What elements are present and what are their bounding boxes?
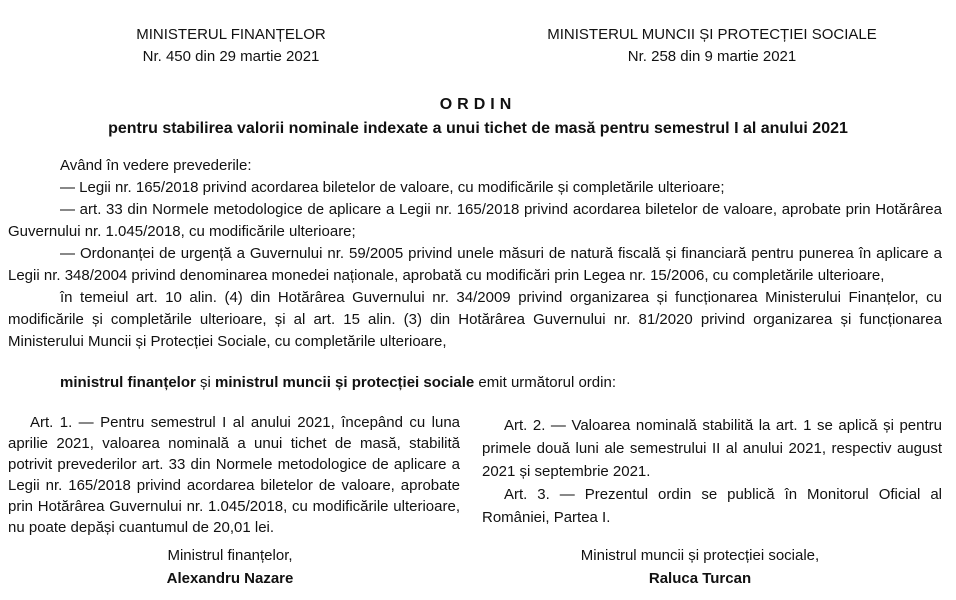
issuer-labour-name: MINISTERUL MUNCII ȘI PROTECȚIEI SOCIALE [547, 26, 877, 43]
preamble-paragraph: — Legii nr. 165/2018 privind acordarea biletelor de valoare, cu modificările și completările ulterioare; [60, 179, 725, 196]
signature-finance-role: Ministrul finanțelor, [167, 547, 293, 564]
issuer-labour-number: Nr. 258 din 9 martie 2021 [627, 48, 797, 65]
preamble-paragraph: — Ordonanței de urgență a Guvernului nr. 59/2005 privind unele măsuri de natură fiscală și financiară pentru punerea în aplicare a Legii nr. 348/2004 privind denominarea monedei naționale, aprobată cu modificări prin Legea nr. 15/2006, cu completările ulterioare, [8, 245, 942, 284]
document-title [0, 94, 956, 140]
preamble-paragraph: — art. 33 din Normele metodologice de aplicare a Legii nr. 165/2018 privind acordarea biletelor de valoare, aprobate prin Hotărârea Guvernului nr. 1.045/2018, cu modificările ulterioare; [8, 201, 942, 240]
enact-rest: emit următorul ordin: [474, 374, 616, 391]
title-main: ORDIN [439, 96, 517, 113]
preamble-paragraph: în temeiul art. 10 alin. (4) din Hotărârea Guvernului nr. 34/2009 privind organizarea și funcționarea Ministerului Finanțelor, cu modificările și completările ulterioare, și al art. 15 alin. (3) din Hotărârea Guvernului nr. 81/2020 privind organizarea și funcționarea Ministerului Muncii și Protecției Sociale, cu completările ulterioare, [8, 289, 942, 350]
enact-minister-finance: ministrul finanțelor [60, 374, 196, 391]
signature-labour-name: Raluca Turcan [648, 570, 752, 587]
signature-labour [560, 545, 840, 590]
signature-finance [100, 545, 360, 590]
document-header [0, 24, 956, 68]
article-2: Art. 2. — Valoarea nominală stabilită la art. 1 se aplică și pentru primele două luni ale semestrului II al anului 2021, respectiv august 2021 și septembrie 2021. [482, 417, 942, 480]
title-subtitle: pentru stabilirea valorii nominale indexate a unui tichet de masă pentru semestrul I al anului 2021 [108, 120, 848, 137]
enacting-clause [8, 372, 942, 394]
signature-finance-name: Alexandru Nazare [166, 570, 294, 587]
issuer-labour [506, 24, 918, 68]
column-right [482, 414, 942, 529]
preamble-paragraph: Având în vedere prevederile: [60, 157, 252, 174]
article-1: Art. 1. — Pentru semestrul I al anului 2021, începând cu luna aprilie 2021, valoarea nominală a unui tichet de masă, stabilită potrivit prevederilor art. 33 din Normele metodologice de aplicare a Legii nr. 165/2018 privind acordarea biletelor de valoare, aprobate prin Hotărârea Guvernului nr. 1.045/2018, cu modificările ulterioare, nu poate depăși cuantumul de 20,01 lei. [8, 414, 460, 536]
preamble [8, 155, 942, 353]
signature-labour-role: Ministrul muncii și protecției sociale, [580, 547, 820, 564]
issuer-finance [90, 24, 372, 68]
article-3: Art. 3. — Prezentul ordin se publică în Monitorul Oficial al României, Partea I. [482, 486, 942, 526]
column-left [8, 412, 460, 538]
enact-minister-labour: ministrul muncii și protecției sociale [215, 374, 475, 391]
enact-and: și [195, 374, 216, 391]
issuer-finance-number: Nr. 450 din 29 martie 2021 [142, 48, 320, 65]
issuer-finance-name: MINISTERUL FINANȚELOR [136, 26, 326, 43]
